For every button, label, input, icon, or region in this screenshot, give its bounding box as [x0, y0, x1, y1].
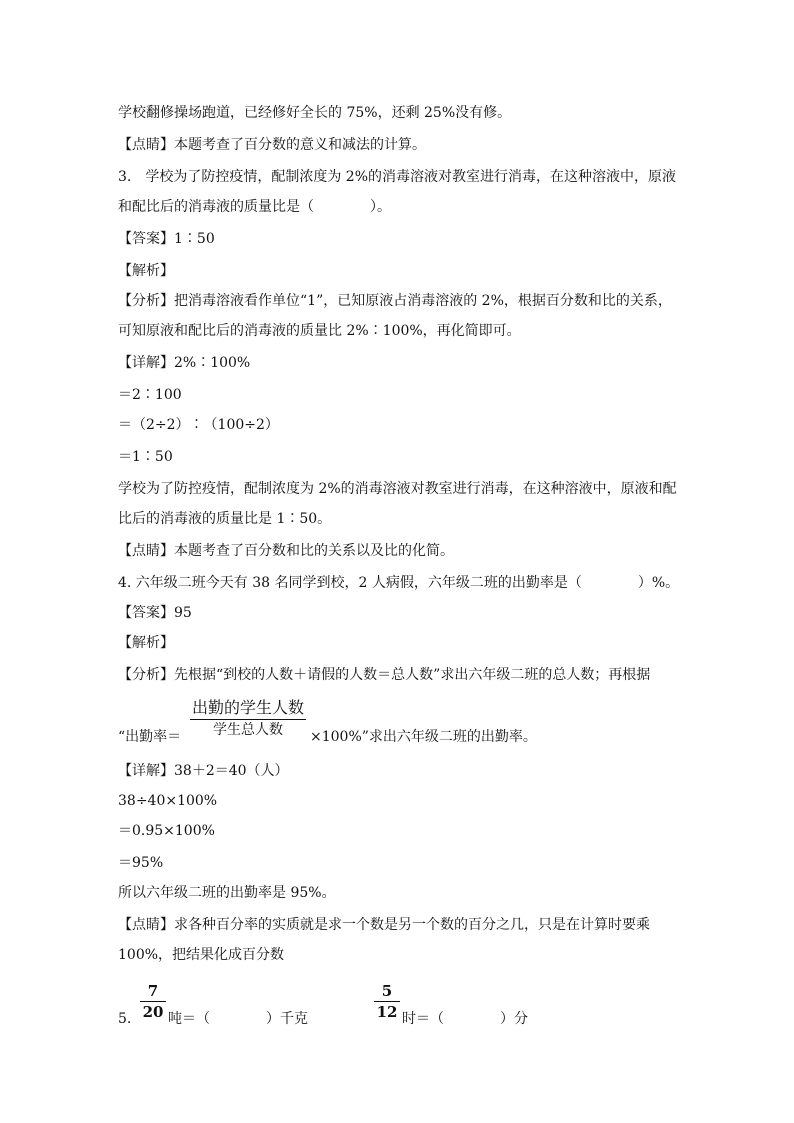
attendance-fraction — [190, 698, 306, 739]
answer-label: 【答案】1∶50 — [118, 231, 215, 247]
fraction-numerator: 5 — [381, 982, 393, 1000]
fraction-denominator: 12 — [376, 1003, 398, 1021]
text-line: 【分析】把消毒溶液看作单位“1”，已知原液占消毒溶液的 2%，根据百分数和比的关系， — [118, 293, 672, 309]
fraction-denominator: 学生总人数 — [213, 722, 283, 738]
text-line: 所以六年级二班的出勤率是 95%。 — [118, 885, 336, 901]
text-line: 【点睛】求各种百分率的实质就是求一个数是另一个数的百分之几，只是在计算时要乘 — [118, 917, 650, 933]
text-line: ＝95% — [118, 855, 164, 871]
text-line: ＝（2÷2）∶（100÷2） — [118, 417, 279, 433]
text-line: 学校为了防控疫情，配制浓度为 2%的消毒溶液对教室进行消毒，在这种溶液中，原液和配 — [118, 481, 677, 497]
analysis-label: 【解析】 — [118, 635, 174, 651]
fraction-numerator: 出勤的学生人数 — [191, 698, 304, 717]
fraction-bar — [374, 1001, 400, 1002]
text-line: 【点睛】本题考查了百分数和比的关系以及比的化简。 — [118, 543, 454, 559]
fraction-numerator: 7 — [147, 982, 159, 1000]
text-line: ＝0.95×100% — [118, 823, 215, 839]
text-line: 【分析】先根据“到校的人数＋请假的人数＝总人数”求出六年级二班的总人数；再根据 — [118, 667, 651, 683]
text-line: 学校翻修操场跑道，已经修好全长的 75%，还剩 25%没有修。 — [118, 105, 512, 121]
text-line: 比后的消毒液的质量比是 1∶50。 — [118, 511, 332, 527]
text-line: 100%，把结果化成百分数 — [118, 947, 285, 963]
fraction-denominator: 20 — [142, 1003, 164, 1021]
text-line: ＝2∶100 — [118, 387, 182, 403]
analysis-label: 【解析】 — [118, 263, 174, 279]
fraction-bar — [190, 719, 306, 720]
hours-fraction — [374, 982, 400, 1021]
text-line: 可知原液和配比后的消毒液的质量比 2%∶100%，再化简即可。 — [118, 323, 521, 339]
text-line: 吨＝（ ）千克 — [168, 1011, 308, 1027]
question-5: 5. — [118, 1011, 132, 1027]
text-line: 【详解】38＋2＝40（人） — [118, 763, 289, 779]
text-line: 时＝（ ）分 — [402, 1011, 528, 1027]
tons-fraction — [140, 982, 166, 1021]
text-line: 【点睛】本题考查了百分数的意义和减法的计算。 — [118, 137, 426, 153]
answer-label: 【答案】95 — [118, 605, 192, 621]
text-line: 38÷40×100% — [118, 793, 218, 809]
text-line: “出勤率＝ — [118, 729, 182, 745]
text-line: ×100%”求出六年级二班的出勤率。 — [310, 729, 537, 745]
fraction-bar — [140, 1001, 166, 1002]
text-line: 和配比后的消毒液的质量比是（ ）。 — [118, 199, 391, 215]
question-4: 4. 六年级二班今天有 38 名同学到校，2 人病假，六年级二班的出勤率是（ ）%。 — [118, 575, 680, 591]
text-line: ＝1∶50 — [118, 449, 173, 465]
text-line: 【详解】2%∶100% — [118, 355, 251, 371]
question-3: 3. 学校为了防控疫情，配制浓度为 2%的消毒溶液对教室进行消毒，在这种溶液中，原液 — [118, 169, 677, 185]
